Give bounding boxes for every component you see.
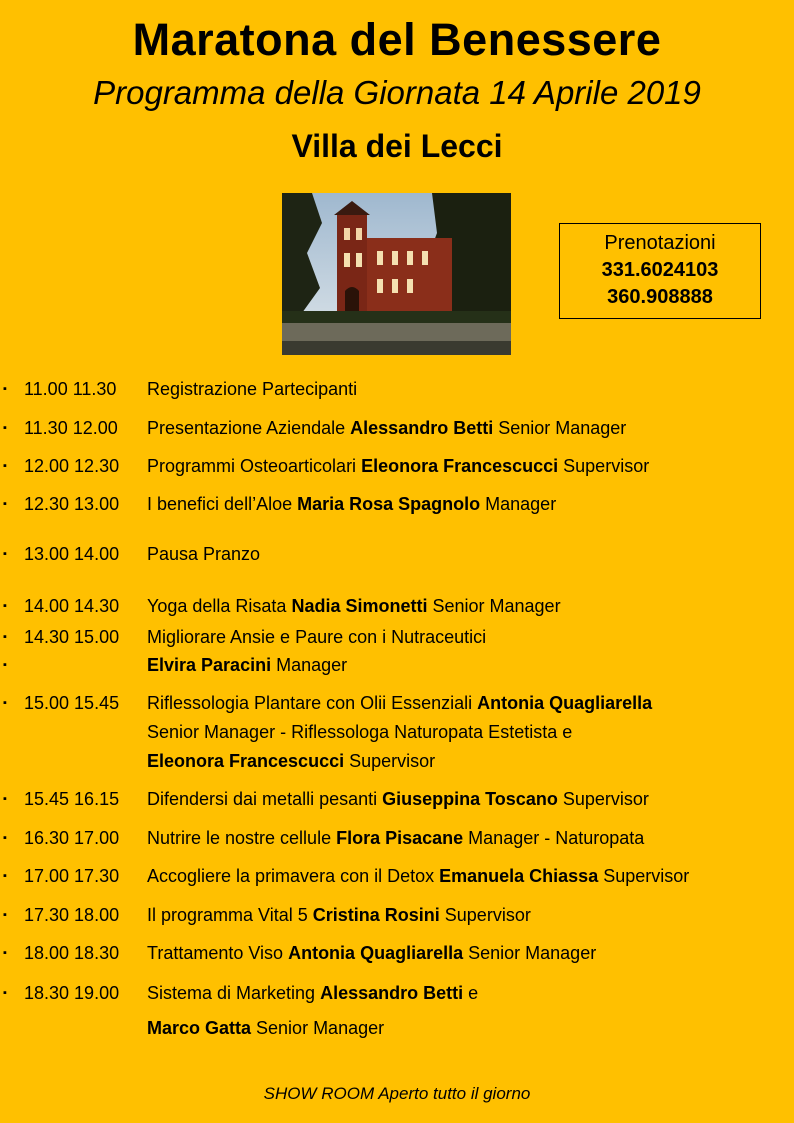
bullet-icon: ▪ (3, 600, 7, 612)
schedule-text (147, 979, 478, 1008)
schedule-time: 15.45 16.15 (24, 789, 120, 809)
topic: Yoga della Risata (147, 596, 292, 616)
role: Manager (480, 494, 557, 514)
role: Senior Manager (251, 1018, 385, 1038)
bullet-icon: ▪ (3, 422, 7, 434)
topic: Difendersi dai metalli pesanti (147, 789, 383, 809)
schedule-text-line2 (147, 1014, 384, 1043)
role: Senior Manager (427, 596, 561, 616)
schedule-time: 15.00 15.45 (24, 693, 120, 713)
schedule-text-line3 (147, 747, 435, 776)
bullet-icon: ▪ (3, 832, 7, 844)
speaker: Flora Pisacane (336, 828, 464, 848)
topic: Presentazione Aziendale (147, 418, 351, 438)
bullet-icon: ▪ (3, 383, 7, 395)
schedule-text (147, 490, 556, 519)
schedule-time: 11.30 12.00 (24, 418, 118, 438)
schedule-text-line2: Senior Manager - Riflessologa Naturopata Estetista e (147, 722, 573, 742)
footer-note (0, 1084, 794, 1104)
schedule-time: 18.00 18.30 (24, 943, 120, 963)
speaker: Eleonora Francescucci (147, 751, 345, 771)
schedule-time: 17.00 17.30 (24, 866, 120, 886)
schedule-text (147, 592, 561, 621)
role: Manager (271, 655, 348, 675)
speaker: Marco Gatta (147, 1018, 252, 1038)
speaker: Antonia Quagliarella (288, 943, 464, 963)
bullet-icon: ▪ (3, 987, 7, 999)
role: Manager - Naturopata (463, 828, 645, 848)
topic: Programmi Osteoarticolari (147, 456, 362, 476)
schedule-time: 16.30 17.00 (24, 828, 120, 848)
topic: I benefici dell’Aloe (147, 494, 298, 514)
speaker: Cristina Rosini (312, 905, 440, 925)
speaker: Alessandro Betti (350, 418, 494, 438)
schedule-text (147, 862, 689, 891)
topic: Riflessologia Plantare con Olii Essenziali (147, 693, 478, 713)
schedule-time: 18.30 19.00 (24, 983, 120, 1003)
schedule-time: 14.00 14.30 (24, 596, 120, 616)
role: Supervisor (557, 789, 649, 809)
schedule-time: 12.30 13.00 (24, 494, 120, 514)
speaker: Maria Rosa Spagnolo (297, 494, 481, 514)
speaker: Alessandro Betti (320, 983, 464, 1003)
bullet-icon: ▪ (3, 697, 7, 709)
schedule-text (147, 785, 649, 814)
role: Supervisor (344, 751, 436, 771)
schedule-text: Migliorare Ansie e Paure con i Nutraceutici (147, 627, 487, 647)
show-room-note: Aperto tutto il giorno (374, 1084, 531, 1103)
villa-photo (282, 193, 511, 355)
booking-phone-2: 360.908888 (607, 286, 713, 308)
schedule-time: 11.00 11.30 (24, 379, 117, 399)
bullet-icon: ▪ (3, 909, 7, 921)
bullet-icon: ▪ (3, 460, 7, 472)
bullet-icon: ▪ (3, 659, 7, 671)
page-title: Maratona del Benessere (132, 14, 662, 65)
bullet-icon: ▪ (3, 793, 7, 805)
schedule-time: 14.30 15.00 (24, 627, 120, 647)
bullet-icon: ▪ (3, 631, 7, 643)
topic: Trattamento Viso (147, 943, 289, 963)
schedule-text (147, 414, 626, 443)
bullet-icon: ▪ (3, 870, 7, 882)
booking-label: Prenotazioni (604, 232, 716, 254)
booking-phone-1: 331.6024103 (601, 259, 719, 281)
schedule-text (147, 939, 596, 968)
role: Supervisor (439, 905, 531, 925)
schedule-time: 13.00 14.00 (24, 544, 120, 564)
role: Senior Manager (463, 943, 597, 963)
topic: Sistema di Marketing (147, 983, 321, 1003)
bullet-icon: ▪ (3, 498, 7, 510)
bullet-icon: ▪ (3, 947, 7, 959)
speaker: Emanuela Chiassa (439, 866, 599, 886)
venue-name: Villa dei Lecci (291, 128, 503, 164)
page-subtitle: Programma della Giornata 14 Aprile 2019 (93, 74, 701, 111)
schedule-text (147, 651, 347, 680)
speaker: Giuseppina Toscano (382, 789, 558, 809)
show-room-label: SHOW ROOM (263, 1084, 375, 1103)
role: Senior Manager (493, 418, 627, 438)
schedule-time: 17.30 18.00 (24, 905, 120, 925)
schedule-text: Pausa Pranzo (147, 544, 261, 564)
role: Supervisor (598, 866, 690, 886)
speaker: Antonia Quagliarella (477, 693, 653, 713)
schedule-time: 12.00 12.30 (24, 456, 120, 476)
role: Supervisor (558, 456, 650, 476)
topic: Accogliere la primavera con il Detox (147, 866, 440, 886)
schedule-text (147, 901, 531, 930)
schedule-text: Registrazione Partecipanti (147, 379, 358, 399)
booking-box (559, 223, 761, 319)
bullet-icon: ▪ (3, 548, 7, 560)
role: e (463, 983, 479, 1003)
schedule-text (147, 824, 644, 853)
speaker: Eleonora Francescucci (361, 456, 559, 476)
speaker: Elvira Paracini (147, 655, 272, 675)
speaker: Nadia Simonetti (291, 596, 428, 616)
schedule-text (147, 452, 649, 481)
topic: Nutrire le nostre cellule (147, 828, 337, 848)
topic: Il programma Vital 5 (147, 905, 313, 925)
schedule-text (147, 689, 652, 718)
